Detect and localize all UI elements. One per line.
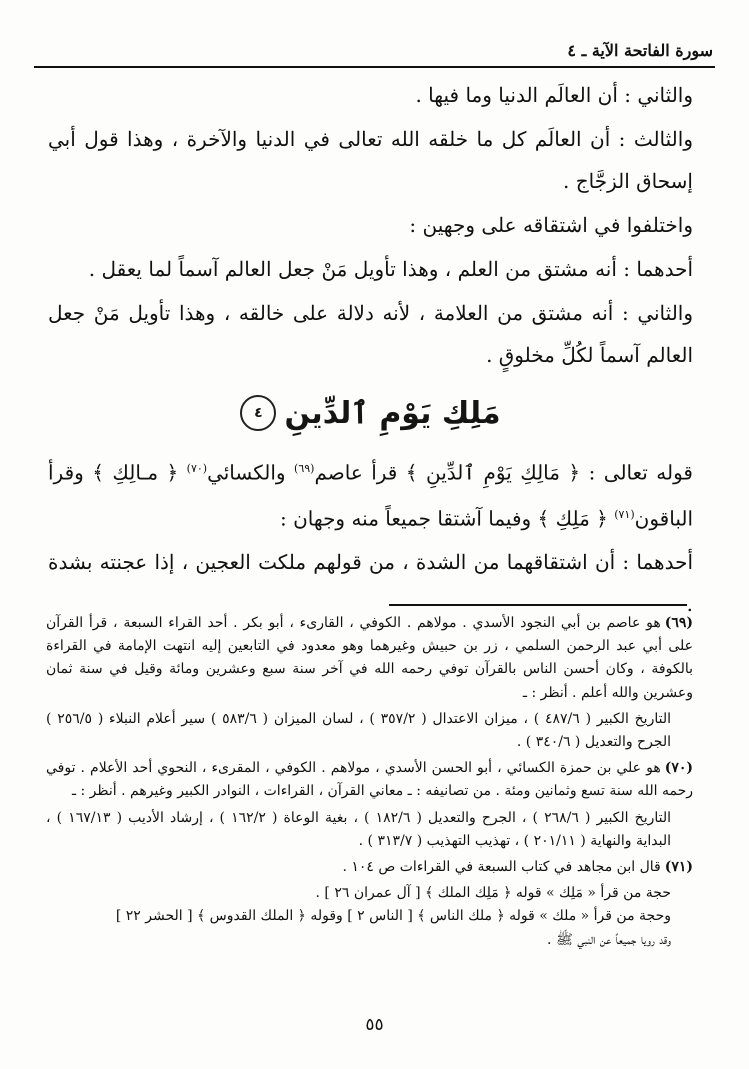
paragraph: واختلفوا في اشتقاقه على وجهين :: [409, 213, 693, 237]
footnote-sources: التاريخ الكبير ( ٢٦٨/٦ ) ، الجرح والتعديل ( ١٨٢/٦ ) ، بغية الوعاة ( ١٦٢/٢ ) ، إرشاد الأديب ( ١٦٧/١٣ ) ، البداية والنهاية ( ٢٠١/١١ ) ، تهذيب التهذيب ( ٣١٣/٧ ) .: [46, 809, 672, 849]
footnote-text: هو علي بن حمزة الكسائي ، أبو الحسن الأسدي ، مولاهم . الكوفي ، المقرىء ، النحوي أحد الأعلام . توفي رحمه الله سنة تسع وثمانين ومئة . من تصانيفه : ـ معاني القرآن ، القراءات ، النوادر الكبير وغيرهم . أنظر : ـ: [46, 760, 693, 800]
verse-heading: [48, 378, 693, 448]
footnote-separator: [389, 604, 687, 606]
page-number: ٥٥: [365, 1015, 384, 1035]
footnote-ref[interactable]: (٦٩): [294, 462, 315, 475]
paragraph: أحدهما : أن اشتقاقهما من الشدة ، من قولهم ملكت العجين ، إذا عجنته بشدة .: [48, 550, 693, 617]
footnote-line: حجة من قرأ « مَلِك » قوله ﴿ مَلِك الملك ﴾ [ آل عمران ٢٦ ] .: [315, 885, 671, 902]
footnote-number: (٧٠): [664, 760, 693, 777]
paragraph: والثاني : أن العالَم الدنيا وما فيها .: [415, 83, 693, 107]
footnote-text: هو عاصم بن أبي النجود الأسدي . مولاهم . الكوفي ، القارىء ، أبو بكر . أحد القراء السبعة ، قرأ القرآن على أبي عبد الرحمن السلمي ، زر بن حبيش وغيرهما وهو معدود في التابعين إليه انتهت الإمامة في القراءة بالكوفة ، وكان أحسن الناس بالقرآن توفي رحمه الله في آخر سنة سبع وعشرين ومائة وقيل في سنة ثمان وعشرين والله أعلم . أنظر : ـ: [46, 615, 693, 701]
footnote-ref[interactable]: (٧٠): [186, 462, 208, 475]
footnote-number: (٦٩): [664, 615, 693, 631]
footnote-number: (٧١): [664, 859, 693, 876]
verse-text: مَلِكِ يَوْمِ ٱلدِّينِ: [284, 395, 501, 431]
paragraph: أحدهما : أنه مشتق من العلم ، وهذا تأويل مَنْ جعل العالم آسماً لما يعقل .: [88, 257, 693, 281]
footnote-ref[interactable]: (٧١): [614, 507, 635, 521]
paragraph: قوله تعالى : ﴿ مَالِكِ يَوْمِ ٱلدِّينِ ﴾ قرأ عاصم$^{(٦٩)}$ والكسائي$^{(٧٠)}$ ﴿ مـالِكِ ﴾ وقرأ الباقون$^{(٧١)}$ ﴿ مَلِكِ ﴾ وفيما آشتقا جميعاً منه وجهان :: [48, 460, 693, 531]
ayah-number-icon: ٤: [240, 395, 276, 431]
footnote: [46, 856, 693, 879]
footnote-line: وقد رويا جميعاً عن النبي ﷺ .: [547, 931, 671, 948]
paragraph: والثاني : أنه مشتق من العلامة ، لأنه دلالة على خالقه ، وهذا تأويل مَنْ جعل العالم آسماً لكُلِّ مخلوقٍ .: [48, 301, 693, 367]
running-header: [34, 30, 715, 68]
footnote-line: وحجة من قرأ « ملك » قوله ﴿ ملك الناس ﴾ [ الناس ٢ ] وقوله ﴿ الملك القدوس ﴾ [ الحشر ٢٢ ]: [115, 908, 671, 925]
main-text: [48, 74, 693, 627]
footnote: [46, 612, 693, 705]
footnote-lines: [46, 882, 671, 952]
footnote-sources: التاريخ الكبير ( ٤٨٧/٦ ) ، ميزان الاعتدال ( ٣٥٧/٢ ) ، لسان الميزان ( ٥٨٣/٦ ) سير أعلام النبلاء ( ٢٥٦/٥ ) الجرح والتعديل ( ٣٤٠/٦ ) .: [46, 710, 671, 751]
footnotes: [46, 612, 693, 955]
footnote: [46, 757, 693, 803]
footnote-text: قال ابن مجاهد في كتاب السبعة في القراءات ص ١٠٤ .: [342, 859, 661, 876]
paragraph: والثالث : أن العالَم كل ما خلقه الله تعالى في الدنيا والآخرة ، وهذا قول أبي إسحاق الزجَّاج .: [48, 127, 693, 193]
header-title: سورة الفاتحة الآية ـ ٤: [567, 41, 713, 60]
